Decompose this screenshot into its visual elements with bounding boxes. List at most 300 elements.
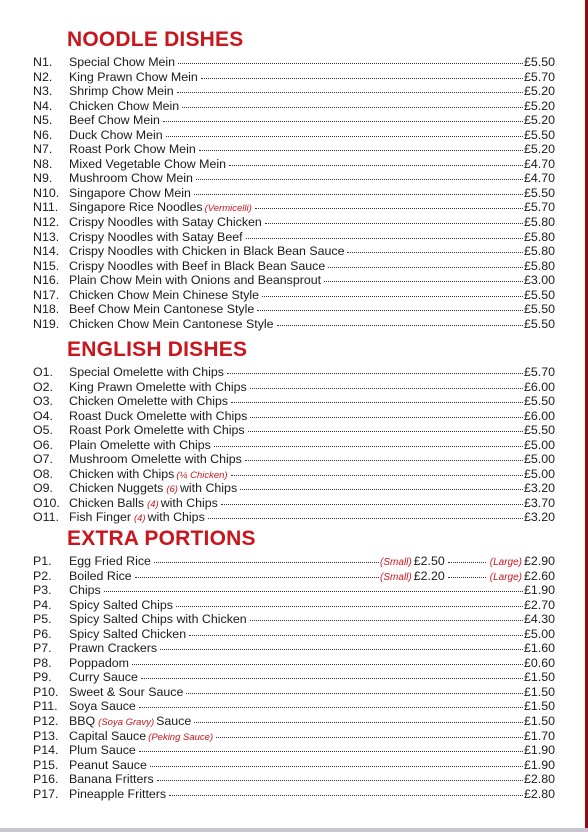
item-name: Capital Sauce bbox=[69, 728, 147, 743]
item-name: Curry Sauce bbox=[69, 670, 138, 685]
item-name: Special Omelette with Chips bbox=[69, 365, 224, 379]
item-note: (4) bbox=[147, 498, 159, 510]
item-body bbox=[69, 380, 555, 395]
item-body bbox=[69, 157, 555, 172]
item-note: (Soya Gravy) bbox=[98, 717, 155, 729]
menu-item bbox=[0, 365, 588, 380]
menu-item bbox=[0, 55, 588, 70]
dot-leader bbox=[194, 194, 523, 195]
item-code: N6. bbox=[33, 127, 53, 142]
item-name: Spicy Salted Chips bbox=[69, 597, 173, 612]
menu-item bbox=[0, 113, 588, 128]
item-name: Poppadom bbox=[69, 655, 129, 670]
item-name: Singapore Chow Mein bbox=[69, 185, 191, 200]
item-name: Sweet & Sour Sauce bbox=[69, 684, 184, 699]
item-price: £2.80 bbox=[523, 772, 555, 787]
item-name: Plain Chow Mein with Onions and Beansprout bbox=[69, 273, 322, 288]
menu-item bbox=[0, 569, 588, 584]
item-price: £5.70 bbox=[523, 69, 555, 84]
item-code: N1. bbox=[33, 55, 53, 69]
item-name: Singapore Rice Noodles bbox=[69, 200, 203, 215]
item-price: £5.50 bbox=[523, 302, 555, 317]
item-price: £0.60 bbox=[523, 655, 555, 670]
item-name: Shrimp Chow Mein bbox=[69, 84, 174, 99]
item-body bbox=[69, 186, 555, 201]
item-name: Chicken Omelette with Chips bbox=[69, 394, 229, 409]
item-code: N18. bbox=[33, 302, 60, 317]
item-body bbox=[69, 685, 555, 700]
small-price: £2.50 bbox=[413, 554, 445, 568]
item-code: N7. bbox=[33, 142, 53, 157]
item-body bbox=[69, 142, 555, 157]
menu-item bbox=[0, 699, 588, 714]
menu-item bbox=[0, 670, 588, 685]
item-name: Soya Sauce bbox=[69, 699, 136, 714]
item-name: Boiled Rice bbox=[69, 568, 132, 583]
menu-item bbox=[0, 244, 588, 259]
menu-item bbox=[0, 200, 588, 215]
menu-item bbox=[0, 230, 588, 245]
item-code: N17. bbox=[33, 287, 60, 302]
item-price: £5.00 bbox=[523, 466, 555, 481]
dot-leader bbox=[160, 649, 523, 650]
item-body bbox=[69, 772, 555, 787]
item-name: King Prawn Omelette with Chips bbox=[69, 379, 247, 394]
item-code: P14. bbox=[33, 743, 59, 758]
dot-leader bbox=[347, 252, 523, 253]
item-name: Crispy Noodles with Satay Beef bbox=[69, 229, 243, 244]
menu-item bbox=[0, 583, 588, 598]
item-name: Plum Sauce bbox=[69, 743, 136, 758]
dot-leader bbox=[157, 780, 523, 781]
item-code: N5. bbox=[33, 113, 53, 128]
dot-leader bbox=[255, 208, 523, 209]
dot-leader bbox=[169, 795, 523, 796]
item-body bbox=[69, 394, 555, 409]
item-name: Mixed Vegetable Chow Mein bbox=[69, 156, 227, 171]
item-name: Duck Chow Mein bbox=[69, 127, 163, 142]
item-code: P3. bbox=[33, 583, 52, 598]
item-code: N10. bbox=[33, 185, 60, 200]
item-price: £2.70 bbox=[523, 597, 555, 612]
item-price: £3.20 bbox=[523, 481, 555, 496]
item-body bbox=[69, 84, 555, 99]
item-price: £5.50 bbox=[523, 394, 555, 409]
item-name: Spicy Salted Chips with Chicken bbox=[69, 612, 247, 627]
item-body bbox=[69, 365, 555, 380]
item-name: King Prawn Chow Mein bbox=[69, 69, 198, 84]
item-name: Chicken with Chips bbox=[69, 466, 175, 481]
menu-item bbox=[0, 438, 588, 453]
dot-leader bbox=[132, 664, 523, 665]
dot-leader bbox=[448, 562, 486, 563]
item-code: P15. bbox=[33, 757, 59, 772]
menu-item bbox=[0, 496, 588, 511]
item-name: Roast Pork Chow Mein bbox=[69, 142, 196, 157]
dot-leader bbox=[250, 620, 523, 621]
menu-item bbox=[0, 743, 588, 758]
item-price: £6.00 bbox=[523, 379, 555, 394]
menu-item bbox=[0, 259, 588, 274]
menu-item bbox=[0, 452, 588, 467]
small-size-label: (Small) bbox=[380, 571, 412, 583]
item-price: £3.70 bbox=[523, 495, 555, 510]
item-name-continued: Sauce bbox=[156, 714, 192, 729]
item-body bbox=[69, 230, 555, 245]
dot-leader bbox=[182, 107, 523, 108]
item-name: Mushroom Chow Mein bbox=[69, 171, 193, 186]
item-price: £5.70 bbox=[523, 200, 555, 215]
dot-leader bbox=[104, 591, 523, 592]
item-body bbox=[69, 99, 555, 114]
item-name: Crispy Noodles with Satay Chicken bbox=[69, 215, 262, 230]
dot-leader bbox=[177, 92, 523, 93]
item-price: £5.70 bbox=[523, 365, 555, 379]
item-name: Beef Chow Mein Cantonese Style bbox=[69, 302, 255, 317]
item-code: N2. bbox=[33, 69, 53, 84]
dot-leader bbox=[257, 310, 523, 311]
item-code: P4. bbox=[33, 597, 52, 612]
dot-leader bbox=[250, 388, 523, 389]
dot-leader bbox=[324, 281, 523, 282]
item-code: N14. bbox=[33, 244, 60, 259]
item-name: Roast Pork Omelette with Chips bbox=[69, 423, 245, 438]
item-name: Crispy Noodles with Beef in Black Bean Sauce bbox=[69, 258, 326, 273]
menu-item bbox=[0, 729, 588, 744]
item-price: £5.80 bbox=[523, 229, 555, 244]
english-dishes-section bbox=[0, 334, 588, 525]
menu-item bbox=[0, 317, 588, 332]
item-code: N9. bbox=[33, 171, 53, 186]
dot-leader bbox=[231, 402, 523, 403]
item-price: £4.70 bbox=[523, 156, 555, 171]
item-name: Chicken Nuggets bbox=[69, 481, 164, 496]
item-code: P12. bbox=[33, 714, 59, 729]
item-body bbox=[69, 171, 555, 186]
item-code: P1. bbox=[33, 554, 52, 568]
item-body bbox=[69, 423, 555, 438]
menu-item-list bbox=[0, 365, 588, 525]
item-body bbox=[69, 743, 555, 758]
item-price: £3.20 bbox=[523, 510, 555, 525]
menu-item-list bbox=[0, 554, 588, 801]
item-price: £2.90 bbox=[523, 554, 555, 568]
item-note: (Vermicelli) bbox=[204, 203, 252, 215]
item-name: Fish Finger bbox=[69, 510, 131, 525]
dot-leader bbox=[135, 577, 379, 578]
menu-item bbox=[0, 186, 588, 201]
noodle-dishes-section bbox=[0, 24, 588, 331]
item-code: N4. bbox=[33, 98, 53, 113]
dot-leader bbox=[199, 150, 523, 151]
item-code: O11. bbox=[33, 510, 59, 525]
dot-leader bbox=[246, 238, 523, 239]
item-body bbox=[69, 113, 555, 128]
menu-item bbox=[0, 714, 588, 729]
item-name: Plain Omelette with Chips bbox=[69, 437, 211, 452]
item-body bbox=[69, 273, 555, 288]
item-body bbox=[69, 288, 555, 303]
item-body bbox=[69, 317, 555, 332]
dot-leader bbox=[194, 722, 523, 723]
menu-item bbox=[0, 171, 588, 186]
item-price: £1.90 bbox=[523, 757, 555, 772]
dot-leader bbox=[250, 417, 523, 418]
dot-leader bbox=[176, 606, 523, 607]
item-body bbox=[69, 787, 555, 802]
menu-item bbox=[0, 157, 588, 172]
menu-item bbox=[0, 758, 588, 773]
dot-leader bbox=[265, 223, 523, 224]
item-price: £5.80 bbox=[523, 258, 555, 273]
dot-leader bbox=[186, 693, 523, 694]
item-price: £1.70 bbox=[523, 728, 555, 743]
item-price: £5.00 bbox=[523, 626, 555, 641]
dot-leader bbox=[141, 678, 523, 679]
item-price: £1.90 bbox=[523, 743, 555, 758]
item-price: £1.60 bbox=[523, 641, 555, 656]
item-body bbox=[69, 259, 555, 274]
dot-leader bbox=[328, 267, 523, 268]
menu-item bbox=[0, 273, 588, 288]
extra-portions-section bbox=[0, 523, 588, 801]
dot-leader bbox=[196, 179, 523, 180]
menu-item bbox=[0, 84, 588, 99]
dot-leader bbox=[208, 518, 523, 519]
small-size-label: (Small) bbox=[380, 557, 412, 568]
item-name: Spicy Salted Chicken bbox=[69, 626, 187, 641]
item-name-continued: with Chips bbox=[179, 481, 238, 496]
menu-item bbox=[0, 380, 588, 395]
item-name: Crispy Noodles with Chicken in Black Bean Sauce bbox=[69, 244, 345, 259]
menu-item bbox=[0, 128, 588, 143]
dot-leader bbox=[277, 325, 523, 326]
item-code: O4. bbox=[33, 408, 53, 423]
item-price: £1.50 bbox=[523, 684, 555, 699]
item-price: £1.90 bbox=[523, 583, 555, 598]
dot-leader bbox=[240, 489, 523, 490]
item-body bbox=[69, 598, 555, 613]
item-code: O5. bbox=[33, 423, 53, 438]
item-code: N15. bbox=[33, 258, 60, 273]
dot-leader bbox=[163, 121, 523, 122]
item-name: Pineapple Fritters bbox=[69, 786, 167, 801]
item-price: £5.50 bbox=[523, 316, 555, 331]
item-body bbox=[69, 699, 555, 714]
menu-item bbox=[0, 641, 588, 656]
menu-item bbox=[0, 481, 588, 496]
item-code: N12. bbox=[33, 215, 60, 230]
item-price: £1.50 bbox=[523, 714, 555, 729]
page-bottom-edge bbox=[0, 828, 588, 832]
menu-item bbox=[0, 302, 588, 317]
item-body bbox=[69, 641, 555, 656]
dot-leader bbox=[227, 373, 523, 374]
item-code: O3. bbox=[33, 394, 53, 409]
item-code: P7. bbox=[33, 641, 52, 656]
item-body bbox=[69, 758, 555, 773]
item-note: (4) bbox=[133, 513, 146, 525]
section-heading: NOODLE DISHES bbox=[67, 28, 244, 51]
item-name: Banana Fritters bbox=[69, 772, 154, 787]
dot-leader bbox=[139, 707, 523, 708]
item-name: Chicken Balls bbox=[69, 495, 145, 510]
menu-item bbox=[0, 215, 588, 230]
menu-item bbox=[0, 99, 588, 114]
item-name: Egg Fried Rice bbox=[69, 554, 151, 568]
item-name: Prawn Crackers bbox=[69, 641, 158, 656]
item-name: Beef Chow Mein bbox=[69, 113, 160, 128]
item-price: £5.20 bbox=[523, 98, 555, 113]
menu-item bbox=[0, 288, 588, 303]
item-body bbox=[69, 612, 555, 627]
item-note: (¼ Chicken) bbox=[176, 469, 228, 481]
item-price: £5.00 bbox=[523, 452, 555, 467]
item-body bbox=[69, 244, 555, 259]
dot-leader bbox=[248, 431, 523, 432]
dot-leader bbox=[216, 737, 523, 738]
item-price: £5.50 bbox=[523, 423, 555, 438]
item-note: (Peking Sauce) bbox=[148, 731, 214, 743]
item-price: £5.50 bbox=[523, 55, 555, 69]
menu-item bbox=[0, 787, 588, 802]
item-name: Special Chow Mein bbox=[69, 55, 176, 69]
item-body bbox=[69, 55, 555, 70]
menu-item bbox=[0, 685, 588, 700]
item-body bbox=[69, 302, 555, 317]
item-price: £5.20 bbox=[523, 113, 555, 128]
item-code: P9. bbox=[33, 670, 52, 685]
dot-leader bbox=[229, 165, 523, 166]
item-price: £2.60 bbox=[523, 568, 555, 583]
item-name: Mushroom Omelette with Chips bbox=[69, 452, 242, 467]
dot-leader bbox=[189, 635, 523, 636]
item-price: £1.50 bbox=[523, 670, 555, 685]
large-size-label: (Large) bbox=[489, 571, 522, 583]
item-name-continued: with Chips bbox=[147, 510, 205, 525]
item-name: Chips bbox=[69, 583, 101, 598]
menu-item bbox=[0, 423, 588, 438]
menu-item bbox=[0, 598, 588, 613]
item-code: P16. bbox=[33, 772, 59, 787]
item-name: Chicken Chow Mein Chinese Style bbox=[69, 287, 260, 302]
item-body bbox=[69, 583, 555, 598]
item-body bbox=[69, 452, 555, 467]
item-price: £2.80 bbox=[523, 786, 555, 801]
item-price: £1.50 bbox=[523, 699, 555, 714]
item-code: O7. bbox=[33, 452, 53, 467]
item-price: £5.50 bbox=[523, 185, 555, 200]
dot-leader bbox=[154, 562, 379, 563]
dot-leader bbox=[214, 446, 523, 447]
item-body bbox=[69, 438, 555, 453]
item-price: £5.50 bbox=[523, 287, 555, 302]
item-price: £6.00 bbox=[523, 408, 555, 423]
item-code: O8. bbox=[33, 466, 53, 481]
menu-item bbox=[0, 656, 588, 671]
dot-leader bbox=[448, 577, 486, 578]
item-code: N19. bbox=[33, 316, 60, 331]
item-body bbox=[69, 656, 555, 671]
item-code: P13. bbox=[33, 728, 59, 743]
dot-leader bbox=[178, 63, 523, 64]
section-heading: EXTRA PORTIONS bbox=[67, 527, 256, 550]
dot-leader bbox=[201, 78, 523, 79]
menu-item bbox=[0, 554, 588, 569]
item-price: £5.80 bbox=[523, 215, 555, 230]
menu-item bbox=[0, 394, 588, 409]
item-price: £5.50 bbox=[523, 127, 555, 142]
item-code: O10. bbox=[33, 495, 60, 510]
item-name: Peanut Sauce bbox=[69, 757, 147, 772]
item-code: P2. bbox=[33, 568, 52, 583]
item-price: £4.70 bbox=[523, 171, 555, 186]
item-code: P11. bbox=[33, 699, 58, 714]
item-code: P17. bbox=[33, 786, 59, 801]
dot-leader bbox=[231, 475, 523, 476]
item-code: O1. bbox=[33, 365, 53, 379]
item-name: Chicken Chow Mein bbox=[69, 98, 180, 113]
item-body bbox=[69, 128, 555, 143]
dot-leader bbox=[245, 460, 523, 461]
item-price: £4.30 bbox=[523, 612, 555, 627]
item-code: O6. bbox=[33, 437, 53, 452]
dot-leader bbox=[221, 504, 523, 505]
menu-item bbox=[0, 142, 588, 157]
item-code: N8. bbox=[33, 156, 53, 171]
item-code: O2. bbox=[33, 379, 53, 394]
item-body bbox=[69, 215, 555, 230]
item-code: N3. bbox=[33, 84, 53, 99]
item-body bbox=[69, 627, 555, 642]
item-code: P5. bbox=[33, 612, 52, 627]
item-price: £5.20 bbox=[523, 142, 555, 157]
item-price: £5.00 bbox=[523, 437, 555, 452]
dot-leader bbox=[150, 766, 523, 767]
item-body bbox=[69, 409, 555, 424]
menu-item bbox=[0, 70, 588, 85]
item-note: (6) bbox=[166, 484, 178, 496]
item-code: P6. bbox=[33, 626, 52, 641]
menu-item bbox=[0, 409, 588, 424]
menu-item bbox=[0, 627, 588, 642]
item-name: BBQ bbox=[69, 714, 96, 729]
menu-item bbox=[0, 612, 588, 627]
item-code: N13. bbox=[33, 229, 60, 244]
dot-leader bbox=[262, 296, 523, 297]
large-size-label: (Large) bbox=[489, 557, 522, 568]
small-price: £2.20 bbox=[413, 568, 445, 583]
section-heading: ENGLISH DISHES bbox=[67, 338, 248, 361]
item-body bbox=[69, 670, 555, 685]
item-code: O9. bbox=[33, 481, 53, 496]
item-price: £5.80 bbox=[523, 244, 555, 259]
item-code: P8. bbox=[33, 655, 52, 670]
item-code: N11. bbox=[33, 200, 59, 215]
item-price: £5.20 bbox=[523, 84, 555, 99]
item-code: N16. bbox=[33, 273, 60, 288]
menu-item bbox=[0, 467, 588, 482]
menu-item bbox=[0, 772, 588, 787]
item-name: Roast Duck Omelette with Chips bbox=[69, 408, 248, 423]
dot-leader bbox=[166, 136, 523, 137]
item-code: P10. bbox=[33, 684, 59, 699]
item-body bbox=[69, 70, 555, 85]
dot-leader bbox=[139, 751, 523, 752]
menu-item-list bbox=[0, 55, 588, 331]
item-name: Chicken Chow Mein Cantonese Style bbox=[69, 316, 274, 331]
item-name-continued: with Chips bbox=[160, 495, 218, 510]
